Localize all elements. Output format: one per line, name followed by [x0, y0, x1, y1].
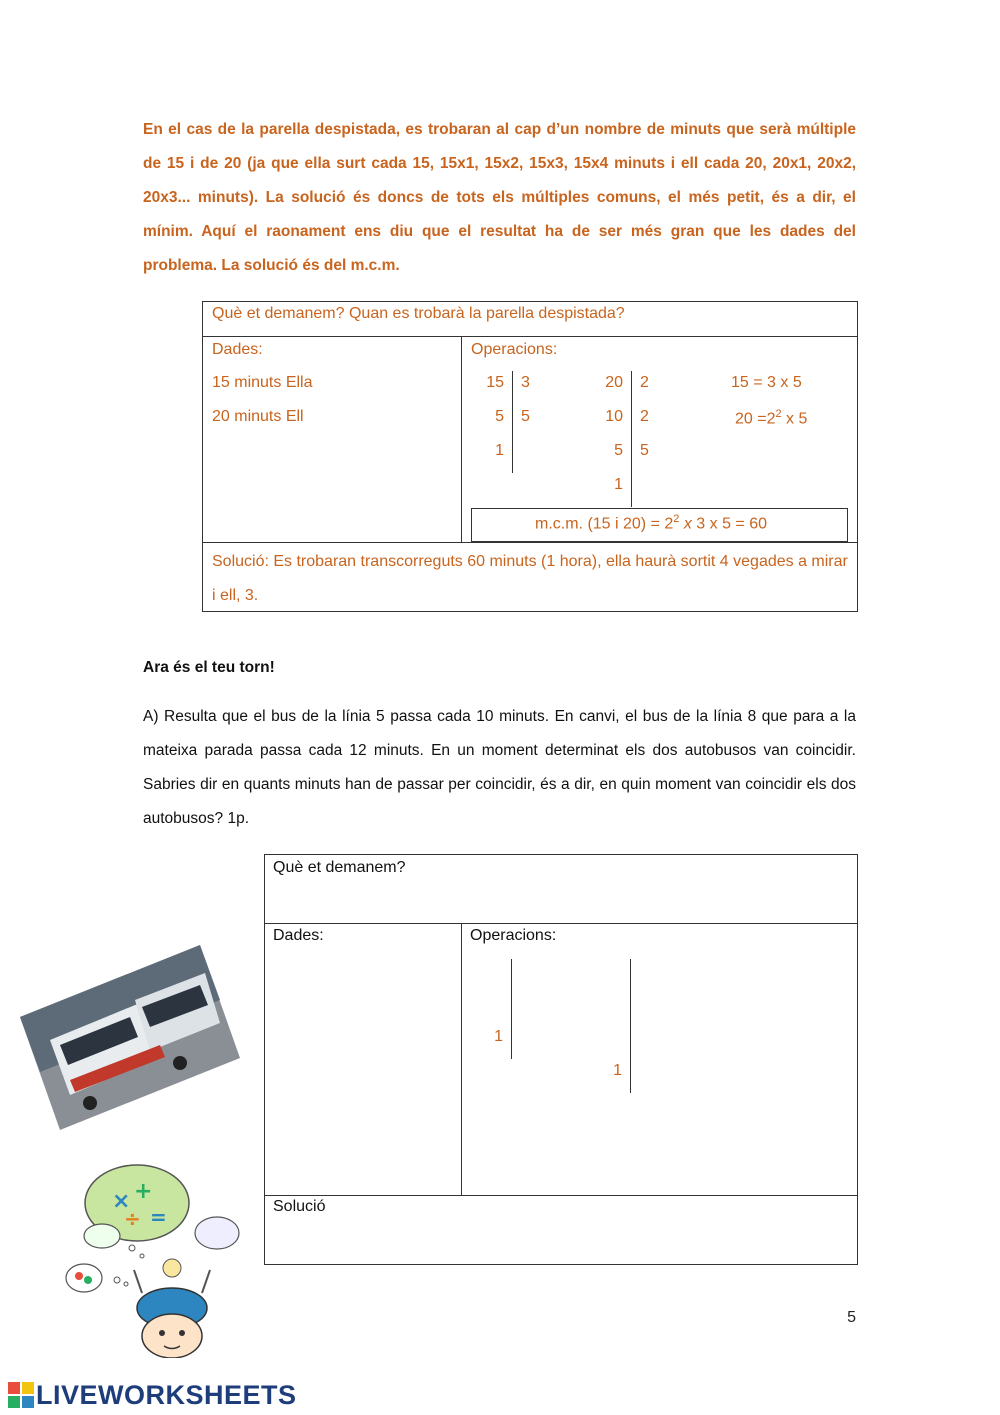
div15-right: 3: [521, 374, 530, 391]
factorization-20: $20 =2^2$ x 5: [735, 408, 808, 428]
div20-left: 1: [614, 476, 623, 493]
div15-left: 5: [495, 408, 504, 425]
factorization-15: 15 = 3 x 5: [731, 374, 802, 391]
exercise-solution-label[interactable]: Solució: [273, 1198, 326, 1215]
example-data-item: 15 minuts Ella: [212, 374, 313, 391]
problem-statement: A) Resulta que el bus de la línia 5 passa cada 10 minuts. En canvi, el bus de la línia 8 que para a la mateixa parada passa cada 12 minuts. En un moment determinat els dos autobusos van coincidir. Sabries dir en quants minuts han de passar per coincidir, és a dir, en quin moment van coincidir els dos autobusos? 1p.: [143, 708, 856, 827]
exercise-table: [264, 854, 858, 1265]
div15-left: 1: [495, 442, 504, 459]
example-operations-label: Operacions:: [471, 341, 558, 358]
svg-text:÷: ÷: [124, 1207, 141, 1231]
mcm-result-box: [471, 508, 848, 542]
division-bar-20: [631, 371, 632, 507]
exercise-one-a: 1: [494, 1028, 503, 1045]
page-number: 5: [847, 1309, 856, 1326]
your-turn-heading: Ara és el teu torn!: [143, 659, 275, 676]
example-data-item: 20 minuts Ell: [212, 408, 304, 425]
exercise-division-bar-a: [511, 959, 512, 1059]
svg-text:=: =: [150, 1205, 167, 1229]
liveworksheets-logo-icon: [8, 1382, 34, 1408]
mcm-result: m.c.m. (15 i $20) = 2^2$ x 3 x 5 = 60: [535, 513, 768, 533]
div20-right: 2: [640, 408, 649, 425]
div20-left: 5: [614, 442, 623, 459]
example-table: [202, 301, 858, 612]
div20-left: 10: [605, 408, 623, 425]
exercise-question[interactable]: Què et demanem?: [273, 859, 406, 876]
div20-left: 20: [605, 374, 623, 391]
svg-text:×: ×: [112, 1189, 131, 1214]
exercise-one-b: 1: [613, 1062, 622, 1079]
example-solution: Solució: Es trobaran transcorreguts 60 minuts (1 hora), ella haurà sortit 4 vegades a mirar i ell, 3.: [212, 553, 848, 604]
bus-photo: [20, 945, 240, 1130]
example-data-label: Dades:: [212, 341, 263, 358]
liveworksheets-logo[interactable]: [8, 1380, 297, 1411]
exercise-division-bar-b: [630, 959, 631, 1093]
div15-left: 15: [486, 374, 504, 391]
example-question: Què et demanem? Quan es trobarà la parella despistada?: [212, 305, 625, 322]
division-bar-15: [512, 371, 513, 473]
thinking-kid-illustration: [62, 1158, 242, 1358]
svg-text:+: +: [134, 1179, 153, 1204]
div20-right: 5: [640, 442, 649, 459]
div15-right: 5: [521, 408, 530, 425]
intro-paragraph: En el cas de la parella despistada, es trobaran al cap d’un nombre de minuts que serà múltiple de 15 i de 20 (ja que ella surt cada 15, 15x1, 15x2, 15x3, 15x4 minuts i ell cada 20, 20x1, 20x2, 20x3... minuts). La solució és doncs de tots els múltiples comuns, el més petit, és a dir, el mínim. Aquí el raonament ens diu que el resultat ha de ser més gran que les dades del problema. La solució és del m.c.m.: [143, 121, 856, 274]
logo-text: LIVEWORKSHEETS: [36, 1380, 297, 1410]
div20-right: 2: [640, 374, 649, 391]
exercise-data-label[interactable]: Dades:: [273, 927, 324, 944]
exercise-operations-label[interactable]: Operacions:: [470, 927, 557, 944]
